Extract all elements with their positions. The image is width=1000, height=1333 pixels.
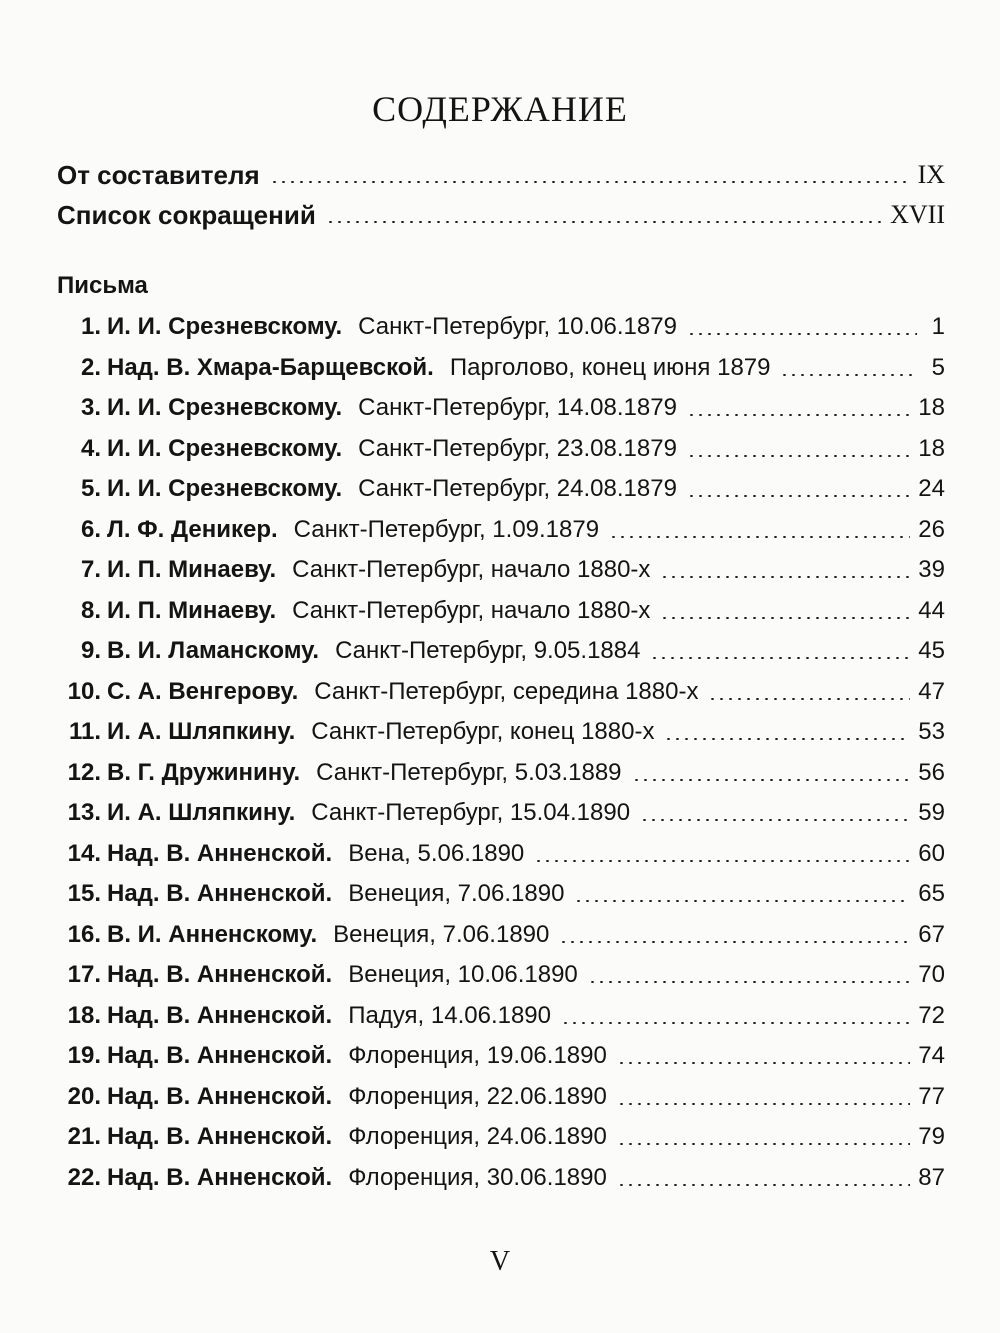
toc-page-number: 70	[918, 961, 945, 988]
toc-entry-place-date: Венеция, 7.06.1890	[333, 921, 550, 948]
section-heading: Письма	[57, 272, 148, 299]
toc-entry-number: 20.	[67, 1083, 101, 1110]
toc-entry-place-date: Вена, 5.06.1890	[348, 840, 525, 867]
toc-entry-number: 3.	[80, 394, 101, 421]
toc-page-number: 72	[918, 1002, 945, 1029]
toc-entry-number: 1.	[80, 313, 101, 340]
dot-leader	[559, 941, 910, 943]
toc-page-number: 5	[931, 354, 945, 381]
toc-page-number: 74	[918, 1042, 945, 1069]
toc-entry	[63, 1039, 945, 1073]
toc-entry	[63, 1120, 945, 1154]
toc-entry-place-date: Санкт-Петербург, 10.06.1879	[358, 313, 677, 340]
toc-entry-number: 22.	[67, 1164, 101, 1191]
toc-entry	[63, 432, 945, 466]
toc-entry-addressee: И. И. Срезневскому.	[107, 394, 343, 421]
toc-entry-number: 12.	[67, 759, 101, 786]
toc-entry	[63, 1161, 945, 1195]
toc-entry	[63, 877, 945, 911]
dot-leader	[617, 1143, 910, 1145]
toc-entry-place-date: Санкт-Петербург, 24.08.1879	[358, 475, 677, 502]
toc-entry	[63, 594, 945, 628]
toc-entry-place-date: Падуя, 14.06.1890	[348, 1002, 551, 1029]
toc-entry-place-date: Флоренция, 22.06.1890	[348, 1083, 607, 1110]
toc-page-number: 60	[918, 840, 945, 867]
dot-leader	[270, 181, 910, 183]
dot-leader	[780, 374, 917, 376]
dot-leader	[687, 495, 910, 497]
toc-entry-place-date: Санкт-Петербург, 1.09.1879	[293, 516, 600, 543]
toc-front-row	[57, 158, 945, 192]
dot-leader	[609, 536, 910, 538]
toc-entry	[63, 958, 945, 992]
toc-entry-addressee: Над. В. Анненской.	[107, 840, 333, 867]
toc-entry	[63, 351, 945, 385]
toc-entry-number: 18.	[67, 1002, 101, 1029]
toc-entry-place-date: Санкт-Петербург, 5.03.1889	[316, 759, 622, 786]
toc-entry-addressee: Над. В. Анненской.	[107, 1042, 333, 1069]
toc-entry	[63, 1080, 945, 1114]
toc-entry-place-date: Санкт-Петербург, середина 1880-х	[314, 678, 699, 705]
toc-entry-place-date: Венеция, 7.06.1890	[348, 880, 565, 907]
toc-page-number: IX	[917, 160, 945, 189]
toc-entry-addressee: Над. В. Анненской.	[107, 1164, 333, 1191]
toc-entry-number: 17.	[67, 961, 101, 988]
dot-leader	[708, 698, 910, 700]
toc-page-number: 39	[918, 556, 945, 583]
toc-entry-number: 8.	[80, 597, 101, 624]
toc-entry-number: 7.	[80, 556, 101, 583]
toc-entry	[63, 553, 945, 587]
toc-entry-addressee: С. А. Венгерову.	[107, 678, 299, 705]
dot-leader	[617, 1062, 910, 1064]
toc-entry-number: 9.	[80, 637, 101, 664]
dot-leader	[588, 981, 911, 983]
toc-entry	[63, 715, 945, 749]
toc-entry-addressee: Над. В. Анненской.	[107, 1083, 333, 1110]
toc-entry-addressee: В. И. Анненскому.	[107, 921, 318, 948]
toc-entry	[63, 837, 945, 871]
dot-leader	[640, 819, 910, 821]
toc-entry	[63, 391, 945, 425]
toc-page-number: 24	[918, 475, 945, 502]
toc-page-number: 1	[931, 313, 945, 340]
toc-entry-place-date: Флоренция, 24.06.1890	[348, 1123, 607, 1150]
toc-entry-addressee: Над. В. Анненской.	[107, 1002, 333, 1029]
toc-entry-addressee: И. И. Срезневскому.	[107, 435, 343, 462]
toc-page-number: 45	[918, 637, 945, 664]
toc-entry-number: 4.	[80, 435, 101, 462]
toc-page-number: 77	[918, 1083, 945, 1110]
toc-entry-addressee: И. А. Шляпкину.	[107, 718, 296, 745]
toc-entry-place-date: Санкт-Петербург, начало 1880-х	[292, 556, 651, 583]
toc-entry-place-date: Санкт-Петербург, 9.05.1884	[335, 637, 641, 664]
toc-entry-addressee: В. Г. Дружинину.	[107, 759, 301, 786]
dot-leader	[617, 1184, 910, 1186]
toc-entry	[63, 675, 945, 709]
toc-entry-number: 14.	[67, 840, 101, 867]
toc-entry-number: 5.	[80, 475, 101, 502]
toc-entry-addressee: И. П. Минаеву.	[107, 556, 277, 583]
toc-page-number: 56	[918, 759, 945, 786]
toc-entry-addressee: Над. В. Хмара-Барщевской.	[107, 354, 434, 381]
toc-entry-place-date: Венеция, 10.06.1890	[348, 961, 578, 988]
dot-leader	[632, 779, 911, 781]
toc-page-number: 65	[918, 880, 945, 907]
toc-front-row	[57, 198, 945, 232]
toc-entry	[63, 918, 945, 952]
toc-entry-addressee: И. И. Срезневскому.	[107, 475, 343, 502]
toc-page-number: 67	[918, 921, 945, 948]
toc-page-number: 26	[918, 516, 945, 543]
dot-leader	[660, 576, 910, 578]
page-folio: V	[489, 1246, 511, 1277]
dot-leader	[687, 414, 910, 416]
toc-entry-addressee: В. И. Ламанскому.	[107, 637, 320, 664]
toc-entry-number: 15.	[67, 880, 101, 907]
toc-entry-addressee: Над. В. Анненской.	[107, 880, 333, 907]
dot-leader	[574, 900, 910, 902]
toc-page-number: 18	[918, 435, 945, 462]
dot-leader	[534, 860, 910, 862]
toc-entry-place-date: Флоренция, 30.06.1890	[348, 1164, 607, 1191]
dot-leader	[617, 1103, 910, 1105]
toc-front-label: Список сокращений	[57, 200, 316, 230]
toc-page-number: 87	[918, 1164, 945, 1191]
toc-entry-addressee: Л. Ф. Деникер.	[107, 516, 278, 543]
toc-entry	[63, 756, 945, 790]
dot-leader	[687, 333, 917, 335]
toc-entry-number: 16.	[67, 921, 101, 948]
toc-entry	[63, 310, 945, 344]
toc-entry-number: 6.	[80, 516, 101, 543]
dot-leader	[561, 1022, 910, 1024]
toc-front-label: От составителя	[57, 160, 260, 190]
dot-leader	[687, 455, 910, 457]
toc-entry-place-date: Санкт-Петербург, начало 1880-х	[292, 597, 651, 624]
toc-page-number: 53	[918, 718, 945, 745]
toc-entry-place-date: Парголово, конец июня 1879	[449, 354, 771, 381]
toc-entry-place-date: Санкт-Петербург, 15.04.1890	[311, 799, 631, 826]
toc-page-number: XVII	[890, 200, 945, 229]
toc-entry	[63, 472, 945, 506]
page-title: СОДЕРЖАНИЕ	[372, 89, 628, 129]
toc-entry-place-date: Флоренция, 19.06.1890	[348, 1042, 607, 1069]
toc-entry-place-date: Санкт-Петербург, 23.08.1879	[358, 435, 677, 462]
toc-entry	[63, 513, 945, 547]
toc-entry-number: 19.	[67, 1042, 101, 1069]
toc-page-number: 47	[918, 678, 945, 705]
toc-entry-addressee: И. И. Срезневскому.	[107, 313, 343, 340]
dot-leader	[660, 617, 910, 619]
toc-entry-addressee: Над. В. Анненской.	[107, 1123, 333, 1150]
toc-entry	[63, 634, 945, 668]
toc-page-number: 44	[918, 597, 945, 624]
toc-entry-addressee: И. А. Шляпкину.	[107, 799, 296, 826]
dot-leader	[326, 221, 882, 223]
toc-page-number: 79	[918, 1123, 945, 1150]
toc-entry-number: 21.	[67, 1123, 101, 1150]
toc-entry-addressee: И. П. Минаеву.	[107, 597, 277, 624]
toc-entry-number: 10.	[67, 678, 101, 705]
toc-entry-number: 13.	[67, 799, 101, 826]
toc-entry-place-date: Санкт-Петербург, 14.08.1879	[358, 394, 677, 421]
toc-entry-number: 2.	[80, 354, 101, 381]
toc-entry-addressee: Над. В. Анненской.	[107, 961, 333, 988]
toc-entry-number: 11.	[68, 718, 101, 745]
dot-leader	[650, 657, 910, 659]
dot-leader	[664, 738, 910, 740]
toc-entry	[63, 796, 945, 830]
toc-entry	[63, 999, 945, 1033]
toc-page-number: 59	[918, 799, 945, 826]
toc-page-number: 18	[918, 394, 945, 421]
toc-entry-place-date: Санкт-Петербург, конец 1880-х	[311, 718, 655, 745]
